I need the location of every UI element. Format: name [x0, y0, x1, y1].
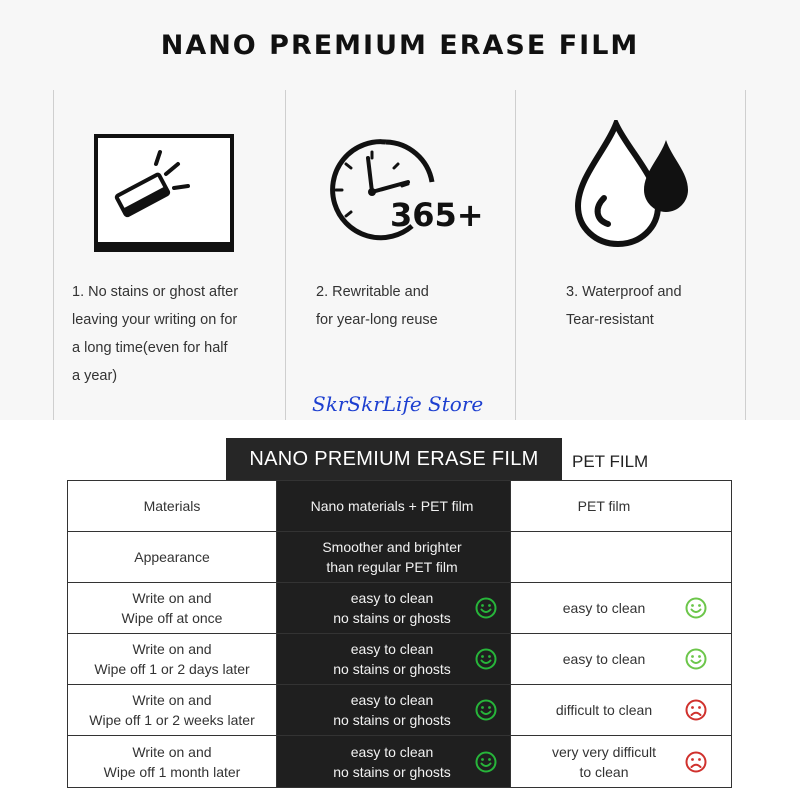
table-row [68, 582, 731, 633]
cell-line: Wipe off 1 or 2 days later [94, 661, 250, 677]
row-label-cell [68, 736, 277, 787]
page-title: NANO PREMIUM ERASE FILM [160, 30, 640, 61]
divider [745, 90, 746, 420]
cell-line: Write on and [132, 641, 212, 657]
row-label-cell [68, 685, 277, 735]
cell-line: PET film [577, 498, 631, 514]
smile-face-icon [685, 597, 707, 619]
comparison-table [67, 480, 732, 788]
pet-cell [510, 685, 731, 735]
feature-1-text: 1. No stains or ghost after leaving your writing on for a long time(even for half a year) [72, 284, 239, 384]
cell-text [529, 742, 679, 782]
feature-3-text: 3. Waterproof and Tear-resistant [566, 284, 682, 328]
cell-line: Nano materials + PET film [310, 498, 474, 514]
nano-cell [277, 736, 510, 787]
header-nano: NANO PREMIUM ERASE FILM [226, 438, 562, 480]
divider [53, 90, 54, 420]
cell-text [529, 496, 679, 516]
cell-line: easy to clean [350, 743, 434, 760]
pet-cell [510, 736, 731, 787]
table-row [68, 633, 731, 684]
row-label-cell [68, 583, 277, 633]
cell-text [104, 742, 241, 782]
header-pet: PET FILM [572, 452, 649, 471]
cell-line: Write on and [132, 590, 212, 606]
cell-line: easy to clean [350, 590, 434, 606]
nano-cell [277, 583, 510, 633]
divider [515, 90, 516, 420]
cell-text [297, 690, 487, 730]
sad-face-icon [685, 751, 707, 773]
smile-face-icon [475, 597, 497, 619]
table-row [68, 684, 731, 735]
nano-cell [277, 634, 510, 684]
cell-text [529, 598, 679, 618]
cell-text [144, 496, 201, 516]
cell-line: Write on and [132, 692, 212, 708]
cell-text [134, 547, 210, 567]
smile-face-icon [475, 648, 497, 670]
pet-cell [510, 583, 731, 633]
cell-line: no stains or ghosts [333, 712, 451, 728]
cell-line: easy to clean [350, 641, 434, 657]
smile-face-icon [475, 751, 497, 773]
cell-line: Write on and [132, 743, 212, 760]
row-label-cell [68, 634, 277, 684]
cell-text [297, 742, 487, 782]
table-row [68, 735, 731, 787]
water-drop-icon [574, 120, 704, 250]
cell-line: Wipe off at once [121, 610, 223, 626]
table-row [68, 481, 731, 531]
store-watermark: SkrSkrLife Store [312, 392, 484, 416]
board-eraser-icon [94, 134, 236, 254]
cell-line: Smoother and brighter [322, 539, 462, 555]
cell-line: difficult to clean [555, 702, 653, 718]
table-row [68, 531, 731, 582]
cell-line: Wipe off 1 or 2 weeks later [89, 712, 255, 728]
clock-365-icon [316, 134, 486, 244]
divider [285, 90, 286, 420]
cell-line: easy to clean [350, 692, 434, 708]
cell-line: very very difficult [552, 743, 656, 760]
clock-badge: 365+ [390, 196, 484, 234]
row-label-cell [68, 481, 277, 531]
nano-cell [277, 532, 510, 582]
nano-cell [277, 481, 510, 531]
cell-line: easy to clean [562, 600, 646, 616]
cell-text [122, 588, 223, 628]
cell-text [297, 537, 487, 577]
cell-text [297, 496, 487, 516]
cell-text [89, 690, 254, 730]
cell-line: to clean [579, 763, 629, 780]
cell-line: Wipe off 1 month later [103, 763, 241, 780]
feature-2-text: 2. Rewritable and for year-long reuse [316, 284, 438, 328]
cell-line: easy to clean [562, 651, 646, 667]
pet-cell [510, 532, 731, 582]
cell-line: Materials [143, 498, 201, 514]
cell-text [297, 588, 487, 628]
cell-line: Appearance [134, 549, 210, 565]
nano-cell [277, 685, 510, 735]
pet-cell [510, 481, 731, 531]
cell-line: no stains or ghosts [333, 610, 451, 626]
cell-text [94, 639, 249, 679]
smile-face-icon [475, 699, 497, 721]
row-label-cell [68, 532, 277, 582]
pet-cell [510, 634, 731, 684]
cell-text [297, 639, 487, 679]
cell-text [529, 649, 679, 669]
cell-text [529, 700, 679, 720]
cell-line: than regular PET film [326, 559, 458, 575]
smile-face-icon [685, 648, 707, 670]
cell-line: no stains or ghosts [333, 661, 451, 677]
cell-line: no stains or ghosts [333, 763, 451, 780]
sad-face-icon [685, 699, 707, 721]
